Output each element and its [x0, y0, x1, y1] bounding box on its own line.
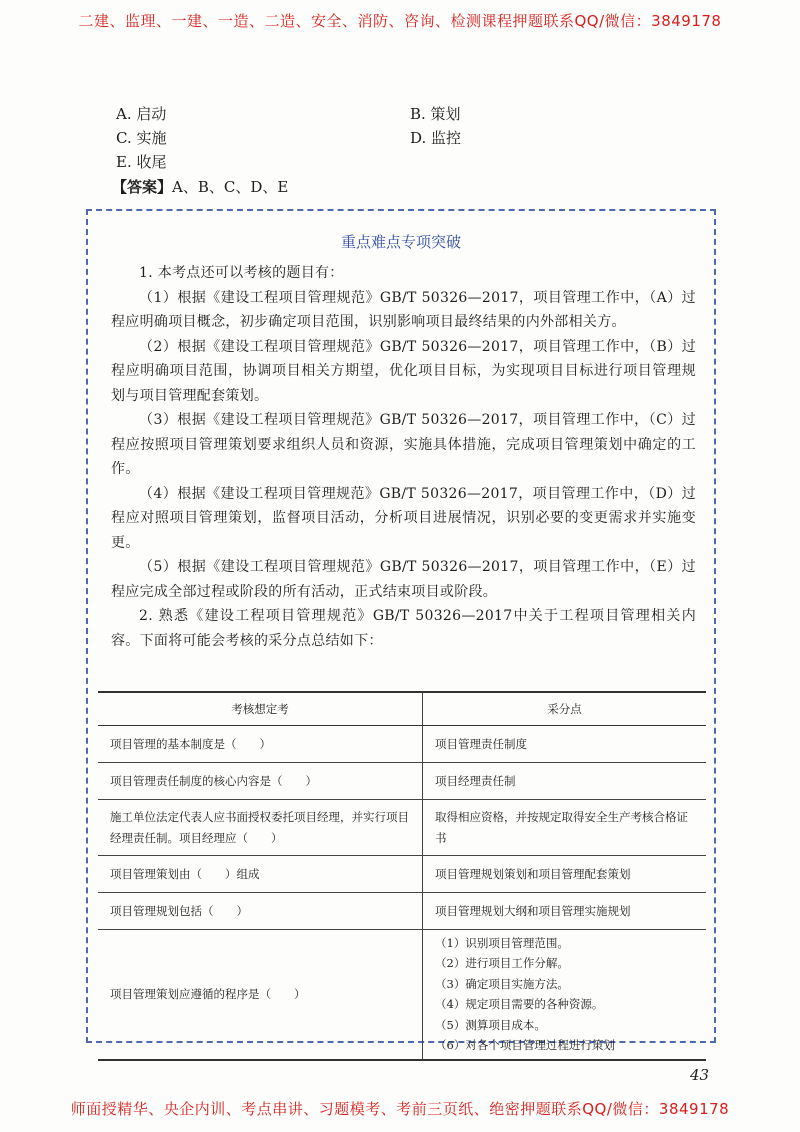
answer-line	[112, 176, 288, 197]
table-cell-answer: 项目管理规划策划和项目管理配套策划	[423, 856, 707, 893]
step-6: （6）对各个项目管理过程进行策划	[435, 1038, 615, 1053]
scoring-points-table	[98, 691, 706, 1061]
footer-banner: 师面授精华、央企内训、考点串讲、习题模考、考前三页纸、绝密押题联系QQ/微信：3849178	[70, 1100, 730, 1118]
table-cell-answer: 项目经理责任制	[423, 763, 707, 800]
step-5: （5）测算项目成本。	[435, 1017, 546, 1032]
step-3: （3）确定项目实施方法。	[435, 976, 569, 991]
table-cell-question: 项目管理规划包括（ ）	[98, 893, 423, 930]
step-4: （4）规定项目需要的各种资源。	[435, 997, 604, 1012]
table-row	[98, 856, 706, 893]
paragraph-item-4: （4）根据《建设工程项目管理规范》GB/T 50326—2017，项目管理工作中，（D）过程应对照项目管理策划，监督项目活动，分析项目进展情况，识别必要的变更需求并实施变更。	[111, 485, 696, 551]
table-cell-question: 施工单位法定代表人应书面授权委托项目经理，并实行项目经理责任制。项目经理应（ ）	[98, 800, 423, 856]
table-cell-answer: 项目管理责任制度	[423, 726, 707, 763]
table-header-row	[98, 692, 706, 726]
table-cell-answer: 项目管理规划大纲和项目管理实施规划	[423, 893, 707, 930]
paragraph-item-5: （5）根据《建设工程项目管理规范》GB/T 50326—2017，项目管理工作中，（E）过程应完成全部过程或阶段的所有活动，正式结束项目或阶段。	[111, 559, 696, 600]
table-cell-question: 项目管理责任制度的核心内容是（ ）	[98, 763, 423, 800]
answer-label: 【答案】	[112, 178, 173, 196]
answer-value: A、B、C、D、E	[172, 178, 289, 196]
table-cell-answer: 取得相应资格，并按规定取得安全生产考核合格证书	[423, 800, 707, 856]
table-row	[98, 800, 706, 856]
option-d: D. 监控	[410, 129, 462, 147]
paragraph-summary: 2. 熟悉《建设工程项目管理规范》GB/T 50326—2017中关于工程项目管理相关内容。下面将可能会考核的采分点总结如下：	[111, 608, 696, 649]
key-points-box	[86, 209, 716, 1053]
page-number: 43	[690, 1066, 710, 1084]
table-row	[98, 893, 706, 930]
paragraph-item-3: （3）根据《建设工程项目管理规范》GB/T 50326—2017，项目管理工作中，（C）过程应按照项目管理策划要求组织人员和资源，实施具体措施，完成项目管理策划中确定的工作。	[111, 412, 696, 477]
option-b: B. 策划	[410, 105, 461, 123]
table-row	[98, 763, 706, 800]
option-a: A. 启动	[116, 105, 167, 123]
table-header-question: 考核想定考	[98, 692, 423, 726]
option-e: E. 收尾	[116, 153, 167, 171]
header-banner: 二建、监理、一建、一造、二造、安全、消防、咨询、检测课程押题联系QQ/微信：3849178	[78, 12, 722, 30]
table-cell-steps	[423, 930, 707, 1060]
box-body	[111, 261, 696, 653]
step-2: （2）进行项目工作分解。	[435, 956, 569, 971]
paragraph-item-2: （2）根据《建设工程项目管理规范》GB/T 50326—2017，项目管理工作中，（B）过程应明确项目范围，协调项目相关方期望，优化项目目标，为实现项目目标进行项目管理规划与项目管理配套策划。	[111, 338, 696, 404]
option-c: C. 实施	[116, 129, 167, 147]
box-title: 重点难点专项突破	[340, 233, 461, 251]
table-cell-question: 项目管理的基本制度是（ ）	[98, 726, 423, 763]
table-cell-question: 项目管理策划由（ ）组成	[98, 856, 423, 893]
step-1: （1）识别项目管理范围。	[435, 935, 569, 950]
paragraph-intro: 1. 本考点还可以考核的题目有：	[139, 265, 344, 281]
paragraph-item-1: （1）根据《建设工程项目管理规范》GB/T 50326—2017，项目管理工作中，（A）过程应明确项目概念，初步确定项目范围，识别影响项目最终结果的内外部相关方。	[111, 289, 696, 330]
table-row	[98, 726, 706, 763]
table-header-answer: 采分点	[423, 692, 707, 726]
table-row	[98, 930, 706, 1060]
table-cell-question: 项目管理策划应遵循的程序是（ ）	[98, 930, 423, 1060]
